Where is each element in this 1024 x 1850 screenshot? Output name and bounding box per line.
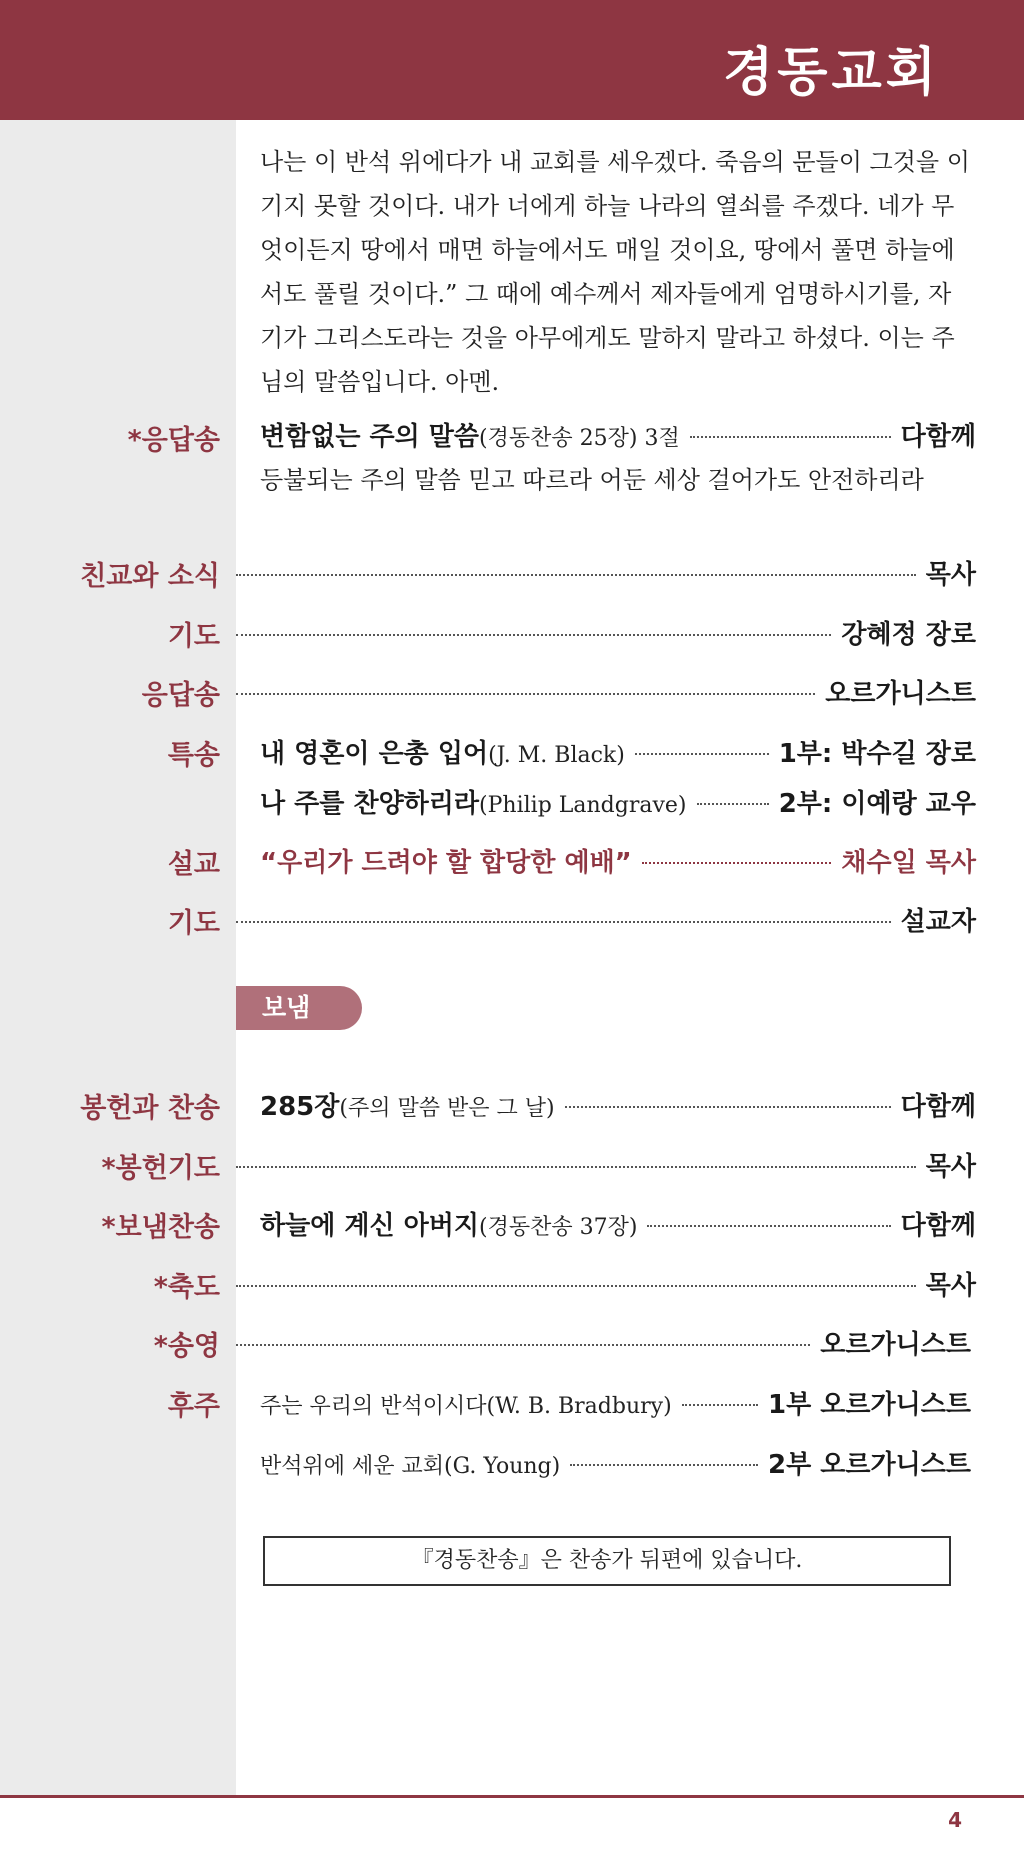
leader-dots xyxy=(635,753,769,755)
label-column-background xyxy=(0,120,236,1795)
scripture-line: 나는 이 반석 위에다가 내 교회를 세우겠다. 죽음의 문들이 그것을 이 xyxy=(260,148,970,176)
label-doxology: *송영 xyxy=(153,1331,220,1362)
postlude-piece: 주는 우리의 반석이시다(W. B. Bradbury) xyxy=(260,1394,672,1419)
sending-hymn-ref: (경동찬송 37장) xyxy=(479,1215,638,1240)
scripture-text xyxy=(260,140,980,404)
label-response: 응답송 xyxy=(141,680,220,711)
prayer-leader: 강혜정 장로 xyxy=(841,620,976,650)
benediction-leader: 목사 xyxy=(925,1271,976,1301)
label-offering: 봉헌과 찬송 xyxy=(80,1093,220,1124)
doxology-row xyxy=(236,1324,971,1361)
leader-dots xyxy=(236,921,891,923)
leader-dots xyxy=(236,634,831,636)
label-sending-hymn: *보냄찬송 xyxy=(101,1212,220,1243)
page-number: 4 xyxy=(948,1808,962,1832)
response-song-ref: (경동찬송 25장) 3절 xyxy=(479,426,680,451)
response-song-row xyxy=(260,416,976,453)
leader-dots xyxy=(690,436,891,438)
prayer-2-row xyxy=(236,901,976,938)
leader-dots xyxy=(697,803,769,805)
sending-hymn-row xyxy=(260,1205,976,1242)
footer-rule xyxy=(0,1795,1024,1798)
leader-dots xyxy=(236,1344,810,1346)
header-bar xyxy=(0,0,1024,120)
label-prayer-2: 기도 xyxy=(167,908,220,939)
special-song-row-2 xyxy=(260,783,976,820)
leader-dots xyxy=(236,574,916,576)
leader-dots xyxy=(647,1225,890,1227)
postlude-row-1 xyxy=(260,1384,971,1421)
label-benediction: *축도 xyxy=(153,1272,220,1303)
sending-hymn-title: 하늘에 계신 아버지 xyxy=(260,1211,480,1241)
sermon-title: “우리가 드려야 할 합당한 예배” xyxy=(260,848,632,878)
label-sermon: 설교 xyxy=(167,849,220,880)
label-response-song: *응답송 xyxy=(127,425,220,456)
special-song-performer: 1부: 박수길 장로 xyxy=(778,739,976,769)
scripture-line: 엇이든지 땅에서 매면 하늘에서도 매일 것이요, 땅에서 풀면 하늘에 xyxy=(260,236,955,264)
response-song-lyric: 등불되는 주의 말씀 믿고 따르라 어둔 세상 걸어가도 안전하리라 xyxy=(260,466,924,494)
leader-dots xyxy=(236,693,815,695)
offering-row xyxy=(260,1086,976,1123)
prayer-row xyxy=(236,614,976,651)
response-song-title: 변함없는 주의 말씀 xyxy=(260,422,480,452)
offering-prayer-leader: 목사 xyxy=(925,1152,976,1182)
leader-dots xyxy=(570,1464,758,1466)
benediction-row xyxy=(236,1265,976,1302)
sending-hymn-leader: 다함께 xyxy=(900,1211,976,1241)
postlude-piece: 반석위에 세운 교회(G. Young) xyxy=(260,1454,561,1479)
section-tag-send: 보냄 xyxy=(236,986,362,1030)
offering-hymn-title: (주의 말씀 받은 그 날) xyxy=(339,1096,555,1121)
label-special-song: 특송 xyxy=(167,740,220,771)
special-song-title: 나 주를 찬양하리라 xyxy=(260,789,480,819)
special-song-composer: (Philip Landgrave) xyxy=(479,793,687,818)
offering-leader: 다함께 xyxy=(900,1092,976,1122)
scripture-line: 기가 그리스도라는 것을 아무에게도 말하지 말라고 하셨다. 이는 주 xyxy=(260,324,955,352)
response-leader: 오르가니스트 xyxy=(825,679,976,709)
fellowship-leader: 목사 xyxy=(925,560,976,590)
special-song-row-1 xyxy=(260,733,976,770)
label-fellowship: 친교와 소식 xyxy=(80,561,220,592)
scripture-line: 서도 풀릴 것이다.” 그 때에 예수께서 제자들에게 엄명하시기를, 자 xyxy=(260,280,952,308)
offering-prayer-row xyxy=(236,1146,976,1183)
fellowship-row xyxy=(236,554,976,591)
leader-dots xyxy=(236,1285,916,1287)
label-prayer: 기도 xyxy=(167,621,220,652)
postlude-performer: 1부 오르가니스트 xyxy=(768,1390,971,1420)
doxology-leader: 오르가니스트 xyxy=(820,1330,971,1360)
special-song-composer: (J. M. Black) xyxy=(488,743,625,768)
postlude-row-2 xyxy=(260,1444,971,1481)
leader-dots xyxy=(565,1106,891,1108)
postlude-performer: 2부 오르가니스트 xyxy=(768,1450,971,1480)
special-song-title: 내 영혼이 은총 입어 xyxy=(260,739,489,769)
scripture-line: 님의 말씀입니다. 아멘. xyxy=(260,368,500,396)
prayer-2-leader: 설교자 xyxy=(900,907,976,937)
sermon-preacher: 채수일 목사 xyxy=(841,848,976,878)
leader-dots xyxy=(682,1404,758,1406)
special-song-performer: 2부: 이예랑 교우 xyxy=(778,789,976,819)
church-logo-text: 경동교회 xyxy=(723,43,940,103)
label-postlude: 후주 xyxy=(167,1391,220,1422)
response-song-leader: 다함께 xyxy=(900,422,976,452)
response-row xyxy=(236,673,976,710)
leader-dots xyxy=(642,862,832,864)
scripture-line: 기지 못할 것이다. 내가 너에게 하늘 나라의 열쇠를 주겠다. 네가 무 xyxy=(260,192,955,220)
hymnal-notice-box: 『경동찬송』은 찬송가 뒤편에 있습니다. xyxy=(263,1536,951,1586)
leader-dots xyxy=(236,1166,916,1168)
label-offering-prayer: *봉헌기도 xyxy=(101,1153,220,1184)
sermon-row xyxy=(260,842,976,879)
offering-hymn-number: 285장 xyxy=(260,1092,340,1122)
